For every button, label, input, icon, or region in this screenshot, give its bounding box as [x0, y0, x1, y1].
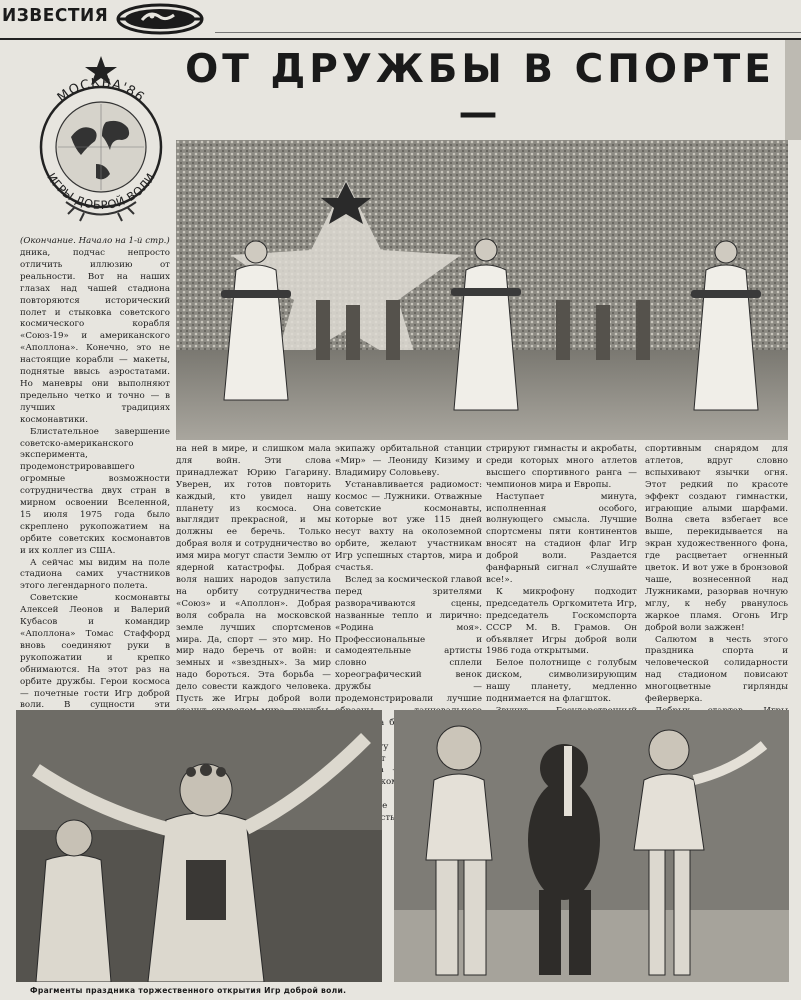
paragraph: Белое полотнище с голубым диском, символизирующим нашу планету, медленно поднимается на флагшток.: [486, 658, 637, 705]
continuation-note: (Окончание. Начало на 1-й стр.): [20, 236, 170, 246]
masthead-rule: [0, 38, 801, 40]
headline-line-1: ОТ ДРУЖБЫ В СПОРТЕ—: [185, 47, 775, 136]
newspaper-brand: ИЗВЕСТИЯ: [2, 5, 109, 27]
paragraph: Блистательное завершение советско-американского эксперимента, продемонстрировавшего огромные возможности сотрудничества двух стран в мирном освоении Вселенной, 15 июля 1975 года было скреплено рукопожатием на орбите советских космонавтов и их коллег из США.: [20, 426, 170, 556]
paragraph: экипажу орбитальной станции «Мир» — Леониду Кизиму и Владимиру Соловьеву.: [335, 444, 482, 478]
paragraph: Салютом в честь этого праздника спорта и человеческой солидарности над стадионом повисают многоцветные гирлянды фейерверка.: [645, 634, 788, 705]
stadium-ceremony-photo: [176, 140, 788, 440]
margin-strip: [785, 40, 801, 140]
emblem-bottom-text: ИГРЫ ДОБРОЙ ВОЛИ: [44, 170, 158, 213]
paragraph: Советские космонавты Алексей Леонов и Валерий Кубасов и командир «Аполлона» Томас Стаффорд вновь соединяют руки в рукопожатии и крепко обнимаются. На этот раз на орбите дружбы. Герои космоса — почетные гости Игр доброй воли. В сущности эти: [20, 593, 170, 711]
paragraph: Наступает минута, исполненная особого, волнующего смысла. Лучшие спортсмены пяти континентов вносят на стадион флаг Игр доброй воли. Раздается фанфарный сигнал «Слушайте все!».: [486, 491, 637, 585]
masthead-thin-rule: [215, 32, 801, 33]
sport-section-emblem-icon: [112, 3, 204, 35]
paragraph: Вслед за космической главой перед зрителями разворачиваются сцены, названные тепло и лирично: «Родина моя». Профессиональные и самодеятельные артисты словно сплели хореографический венок дружбы — продемонстрировали лучшие: [335, 574, 482, 705]
paragraph: на ней в мире, и слишком мала для войн. Эти слова принадлежат Юрию Гагарину. Уверен, их готов повторить каждый, кто увидел нашу планету из космоса. Она выглядит прекрасной, и мы должны ее беречь. Только добрая воля и сотрудничество во имя мира могут спасти Землю от ядерной катастрофы. Добрая воля наших народов запустила на орбиту сотрудничества «Союз» и «Аполлон». Добрая воля собрала на московской земле лучших спортсменов мира. Да, спорт — это мир. Но мир надо беречь от войн: и земных и «звездных». За мир надо бороться. Эта борьба — дело совести каждого человека. Пусть же Игры доброй воли: [176, 444, 331, 705]
emblem-top-text: МОСКВА'86: [54, 75, 148, 106]
paragraph: К микрофону подходит председатель Оргкомитета Игр, председатель Госкомспорта СССР М. В. Грамов. Он объявляет Игры доброй воли 1986 года открытыми.: [486, 586, 637, 657]
star-icon: [85, 56, 117, 85]
paragraph: дника, подчас непросто отличить иллюзию от реальности. Вот на наших глазах над чашей стадиона повторяются исторический полет и стыковка советского космического корабля «Союз-19» и американского «Аполлона». Конечно, это не настоящие корабли — макеты, поднятые ввысь аэростатами. Но маневры они выполняют предельно четко и точно — в лучших традициях космонавтики.: [20, 248, 170, 425]
goodwill-games-emblem: [26, 52, 176, 232]
circus-bear-photo: [394, 710, 789, 982]
photo-caption: Фрагменты праздника торжественного открытия Игр доброй воли.: [30, 986, 347, 995]
paragraph: А сейчас мы видим на поле стадиона самих участников этого легендарного полета.: [20, 557, 170, 592]
svg-text:МОСКВА'86: [55, 76, 148, 106]
paragraph: стрируют гимнасты и акробаты, среди которых много атлетов высшего спортивного ранга — чемпионов мира и Европы.: [486, 444, 637, 490]
paragraph: спортивным снарядом для атлетов, вдруг словно вспыхивают язычки огня. Этот редкий по красоте эффект создают гимнастки, играющие алыми шарфами. Волна света взбегает все выше, перекидывается на экран художественного фона, где расцветает огненный цветок. И вот уже в бронзовой чаше, вознесенной над Лужниками, разорвав ночную мглу, к небу рванулось жаркое пламя. Огонь Игр доброй воли зажжен!: [645, 444, 788, 633]
folk-dancers-photo: [16, 710, 382, 982]
paragraph: Устанавливается радиомост: космос — Лужники. Отважные советские космонавты, которые вот уже 115 дней несут вахту на околоземной орбите, желают участникам Игр успешных стартов, мира и счастья.: [335, 479, 482, 574]
